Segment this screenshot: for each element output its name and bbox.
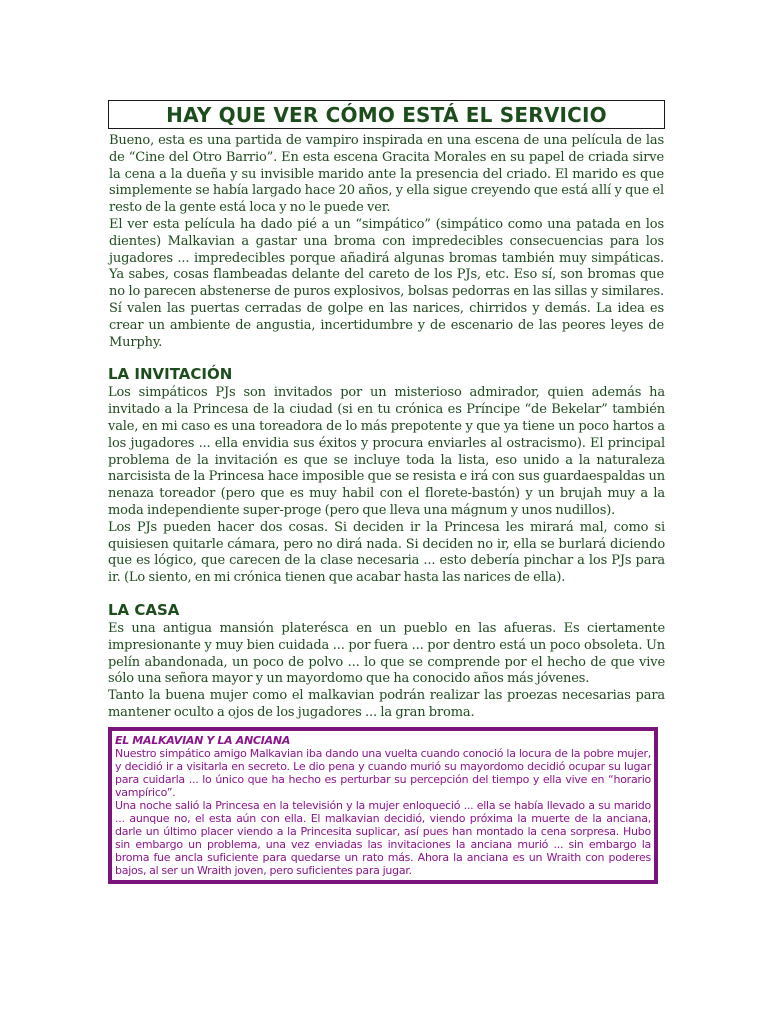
- section-heading-invitacion: LA INVITACIÓN: [108, 365, 233, 384]
- section-heading-casa: LA CASA: [108, 600, 180, 619]
- intro-section: [108, 133, 665, 351]
- invitacion-paragraph: Los simpáticos PJs son invitados por un misterioso admirador, quien además ha invitado a la Princesa de la ciudad (si en tu crónica es Príncipe “de Bekelar” también vale, en mi caso es una toreadora de lo más prepotente y que ya tiene un poco hartos a los jugadores ... ella envidia sus éxitos y procura enviarles al ostracismo). El principal problema de la invitación es que se incluye toda la lista, eso unido a la naturaleza narcisista de la Princesa hace imposible que se resista e irá con sus guardaespaldas un nenaza toreador (pero que es muy habil con el florete-bastón) y un brujah muy a la moda independiente super-proge (pero que lleva una mágnum y unos nudillos).: [108, 385, 665, 518]
- casa-section: [108, 621, 665, 722]
- intro-paragraph: Bueno, esta es una partida de vampiro inspirada en una escena de una película de las de “Cine del Otro Barrio”. En esta escena Gracita Morales en su papel de criada sirve la cena a la dueña y su invisible marido ante la presencia del criado. El marido es que simplemente se había largado hace 20 años, y ella sigue creyendo que está allí y que el resto de la gente está loca y no le puede ver.: [109, 133, 664, 216]
- casa-paragraph: Tanto la buena mujer como el malkavian podrán realizar las proezas necesarias para mantener oculto a ojos de los jugadores ... la gran broma.: [108, 688, 665, 720]
- document-page: [108, 100, 665, 722]
- callout-paragraph: Una noche salió la Princesa en la televisión y la mujer enloqueció ... ella se había llevado a su marido ... aunque no, el esta aún con ella. El malkavian decidió, viendo próxima la muerte de la anciana, darle un último placer viendo a la Princesita suplicar, así pues han montado la cena sorpresa. Hubo sin embargo un problema, una vez enviadas las invitaciones la anciana murió ... sin embargo la broma fue ancla suficiente para quedarse un rato más. Ahora la anciana es un Wraith con poderes bajos, al ser un Wraith joven, pero suficientes para jugar.: [115, 799, 651, 877]
- callout-title: EL MALKAVIAN Y LA ANCIANA: [115, 734, 291, 747]
- callout-box: [108, 727, 658, 884]
- document-title: HAY QUE VER CÓMO ESTÁ EL SERVICIO: [108, 100, 665, 129]
- casa-paragraph: Es una antigua mansión platerésca en un pueblo en las afueras. Es ciertamente impresionante y muy bien cuidada ... por fuera ... por dentro está un poco obsoleta. Un pelín abandonada, un poco de polvo ... lo que se comprende por el hecho de que vive sólo una señora mayor y un mayordomo que ha conocido años más jóvenes.: [108, 620, 665, 687]
- callout-paragraph: Nuestro simpático amigo Malkavian iba dando una vuelta cuando conoció la locura de la pobre mujer, y decidió ir a visitarla en secreto. Le dio pena y cuando murió su mayordomo decidió ocupar su lugar para cuidarla ... lo único que ha hecho es perturbar su percepción del tiempo y ella vive en “horario vampírico”.: [115, 747, 651, 799]
- invitacion-section: [108, 385, 665, 587]
- intro-paragraph: El ver esta película ha dado pié a un “simpático” (simpático como una patada en los dientes) Malkavian a gastar una broma con impredecibles consecuencias para los jugadores ... impredecibles porque añadirá algunas bromas también muy simpáticas. Ya sabes, cosas flambeadas delante del careto de los PJs, etc. Eso sí, son bromas que no lo parecen abstenerse de puros explosivos, bolsas pedorras en las sillas y similares. Sí valen las puertas cerradas de golpe en las narices, chirridos y demás. La idea es crear un ambiente de angustia, incertidumbre y de escenario de las peores leyes de Murphy.: [109, 216, 664, 350]
- invitacion-paragraph: Los PJs pueden hacer dos cosas. Si deciden ir la Princesa les mirará mal, como si quisiesen quitarle cámara, pero no dirá nada. Si deciden no ir, ella se burlará diciendo que es lógico, que carecen de la clase necesaria ... esto debería pinchar a los PJs para ir. (Lo siento, en mi crónica tienen que acabar hasta las narices de ella).: [108, 519, 665, 586]
